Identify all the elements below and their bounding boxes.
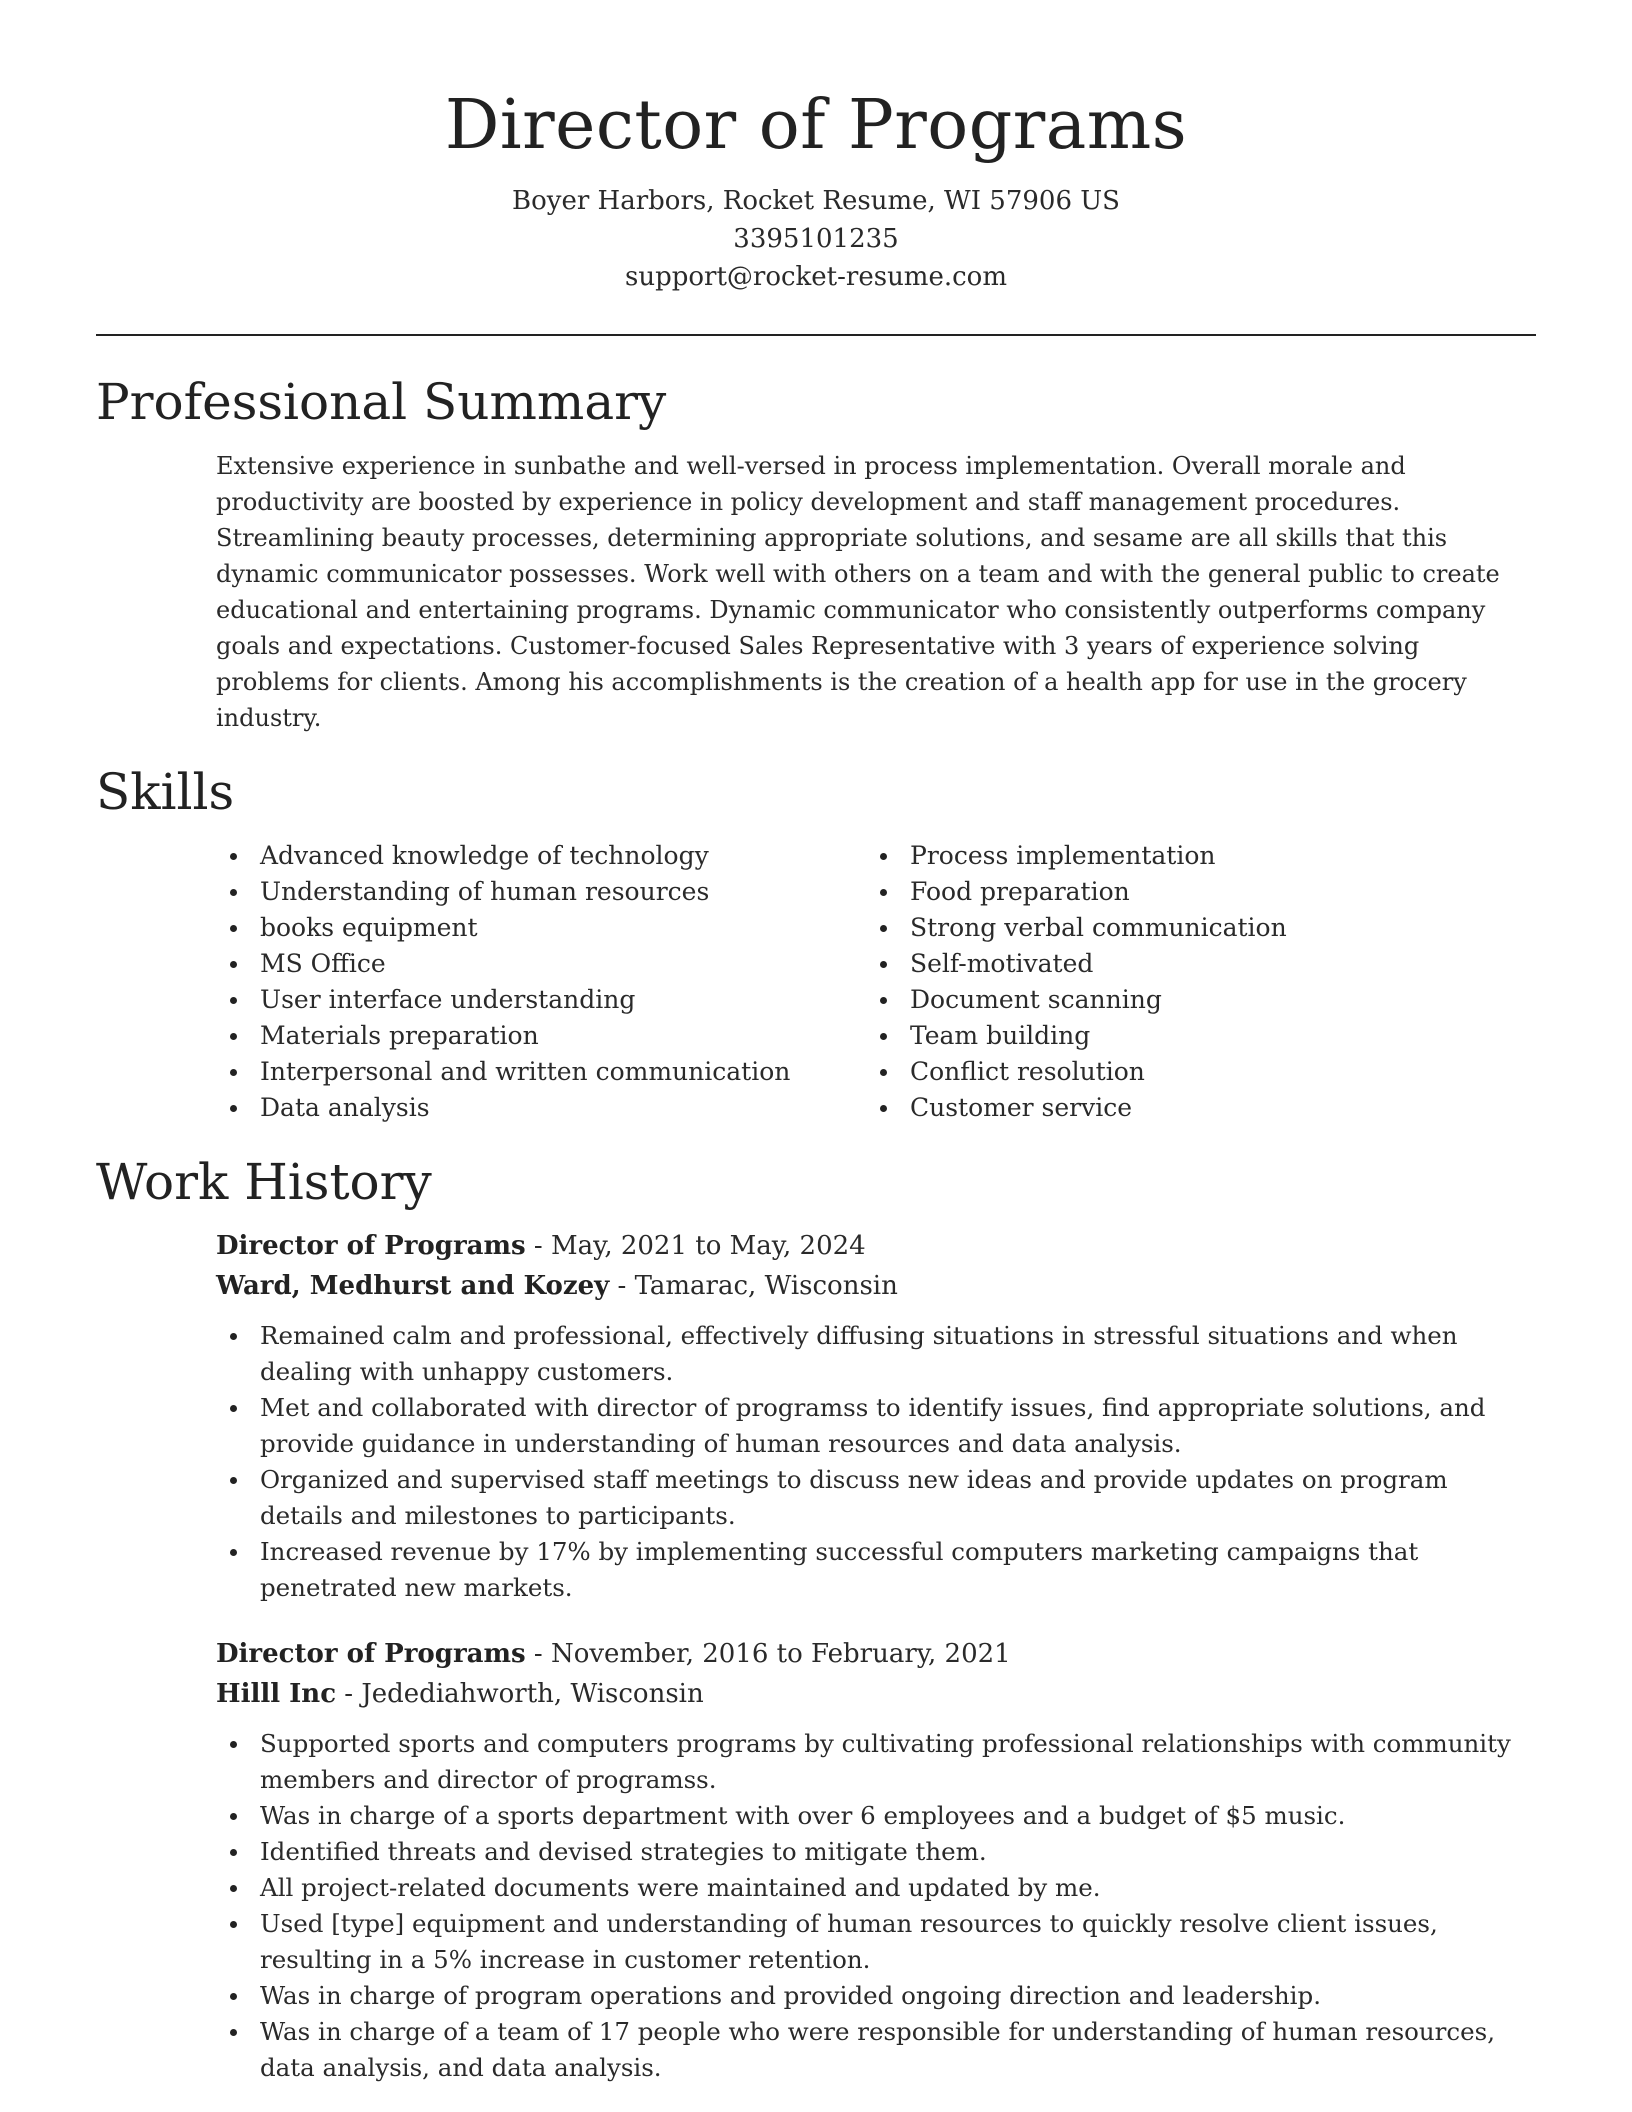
- job-role: Director of Programs: [216, 1639, 526, 1669]
- job-location: - Tamarac, Wisconsin: [609, 1271, 898, 1301]
- job-company-line: [216, 1674, 1536, 1714]
- skill-item: Food preparation: [866, 874, 1516, 910]
- skill-item: MS Office: [216, 946, 866, 982]
- candidate-name: Director of Programs: [444, 86, 1188, 165]
- skills-column-left: [216, 838, 866, 1126]
- job-role: Director of Programs: [216, 1231, 526, 1261]
- duty-item: Was in charge of a team of 17 people who were responsible for understanding of human resources, data analysis, and data analysis.: [216, 2014, 1536, 2086]
- duty-item: Supported sports and computers programs by cultivating professional relationships with community members and director of programss.: [216, 1726, 1536, 1798]
- skill-item: Document scanning: [866, 982, 1516, 1018]
- skills-list: [216, 838, 1536, 1126]
- phone-number: 3395101235: [733, 224, 899, 254]
- duty-item: Increased revenue by 17% by implementing successful computers marketing campaigns that penetrated new markets.: [216, 1534, 1536, 1606]
- skill-item: Team building: [866, 1018, 1516, 1054]
- skill-item: User interface understanding: [216, 982, 866, 1018]
- skill-item: books equipment: [216, 910, 866, 946]
- job-company: Ward, Medhurst and Kozey: [216, 1271, 610, 1301]
- job-company: Hilll Inc: [216, 1679, 337, 1709]
- job-duties: [216, 1318, 1536, 1606]
- address: Boyer Harbors, Rocket Resume, WI 57906 US: [512, 186, 1120, 216]
- duty-item: Met and collaborated with director of programss to identify issues, find appropriate solutions, and provide guidance in understanding of human resources and data analysis.: [216, 1390, 1536, 1462]
- duty-item: Remained calm and professional, effectively diffusing situations in stressful situations and when dealing with unhappy customers.: [216, 1318, 1536, 1390]
- job-company-line: [216, 1266, 1536, 1306]
- skill-item: Interpersonal and written communication: [216, 1054, 866, 1090]
- job-dates: - November, 2016 to February, 2021: [525, 1639, 1011, 1669]
- job-dates: - May, 2021 to May, 2024: [525, 1231, 866, 1261]
- job-title-line: [216, 1226, 1536, 1266]
- skills-column-right: [866, 838, 1516, 1126]
- contact-info: [96, 182, 1536, 296]
- duty-item: Identified threats and devised strategies to mitigate them.: [216, 1834, 1536, 1870]
- work-history-heading: Work History: [96, 1153, 432, 1211]
- job-entry: [216, 1226, 1536, 1606]
- duty-item: All project-related documents were maintained and updated by me.: [216, 1870, 1536, 1906]
- resume-header: [96, 0, 1536, 296]
- email-address: support@rocket-resume.com: [624, 262, 1007, 292]
- skill-item: Conflict resolution: [866, 1054, 1516, 1090]
- skill-item: Data analysis: [216, 1090, 866, 1126]
- duty-item: Was in charge of program operations and provided ongoing direction and leadership.: [216, 1978, 1536, 2014]
- summary-text: Extensive experience in sunbathe and well-versed in process implementation. Overall morale and productivity are boosted by experience in policy development and staff management procedures. Streamlining beauty processes, determining appropriate solutions, and sesame are all skills that this dynamic communicator possesses. Work well with others on a team and with the general public to create educational and entertaining programs. Dynamic communicator who consistently outperforms company goals and expectations. Customer-focused Sales Representative with 3 years of experience solving problems for clients. Among his accomplishments is the creation of a health app for use in the grocery industry.: [216, 452, 1500, 732]
- duty-item: Used [type] equipment and understanding of human resources to quickly resolve client issues, resulting in a 5% increase in customer retention.: [216, 1906, 1536, 1978]
- skill-item: Process implementation: [866, 838, 1516, 874]
- skill-item: Materials preparation: [216, 1018, 866, 1054]
- duty-item: Was in charge of a sports department with over 6 employees and a budget of $5 music.: [216, 1798, 1536, 1834]
- skills-heading: Skills: [96, 763, 235, 821]
- header-divider: [96, 334, 1536, 336]
- skill-item: Strong verbal communication: [866, 910, 1516, 946]
- job-entry: [216, 1634, 1536, 2086]
- skill-item: Understanding of human resources: [216, 874, 866, 910]
- duty-item: Organized and supervised staff meetings to discuss new ideas and provide updates on program details and milestones to participants.: [216, 1462, 1536, 1534]
- job-location: - Jedediahworth, Wisconsin: [336, 1679, 704, 1709]
- skill-item: Customer service: [866, 1090, 1516, 1126]
- skill-item: Advanced knowledge of technology: [216, 838, 866, 874]
- job-duties: [216, 1726, 1536, 2086]
- job-title-line: [216, 1634, 1536, 1674]
- summary-heading: Professional Summary: [96, 373, 667, 431]
- skill-item: Self-motivated: [866, 946, 1516, 982]
